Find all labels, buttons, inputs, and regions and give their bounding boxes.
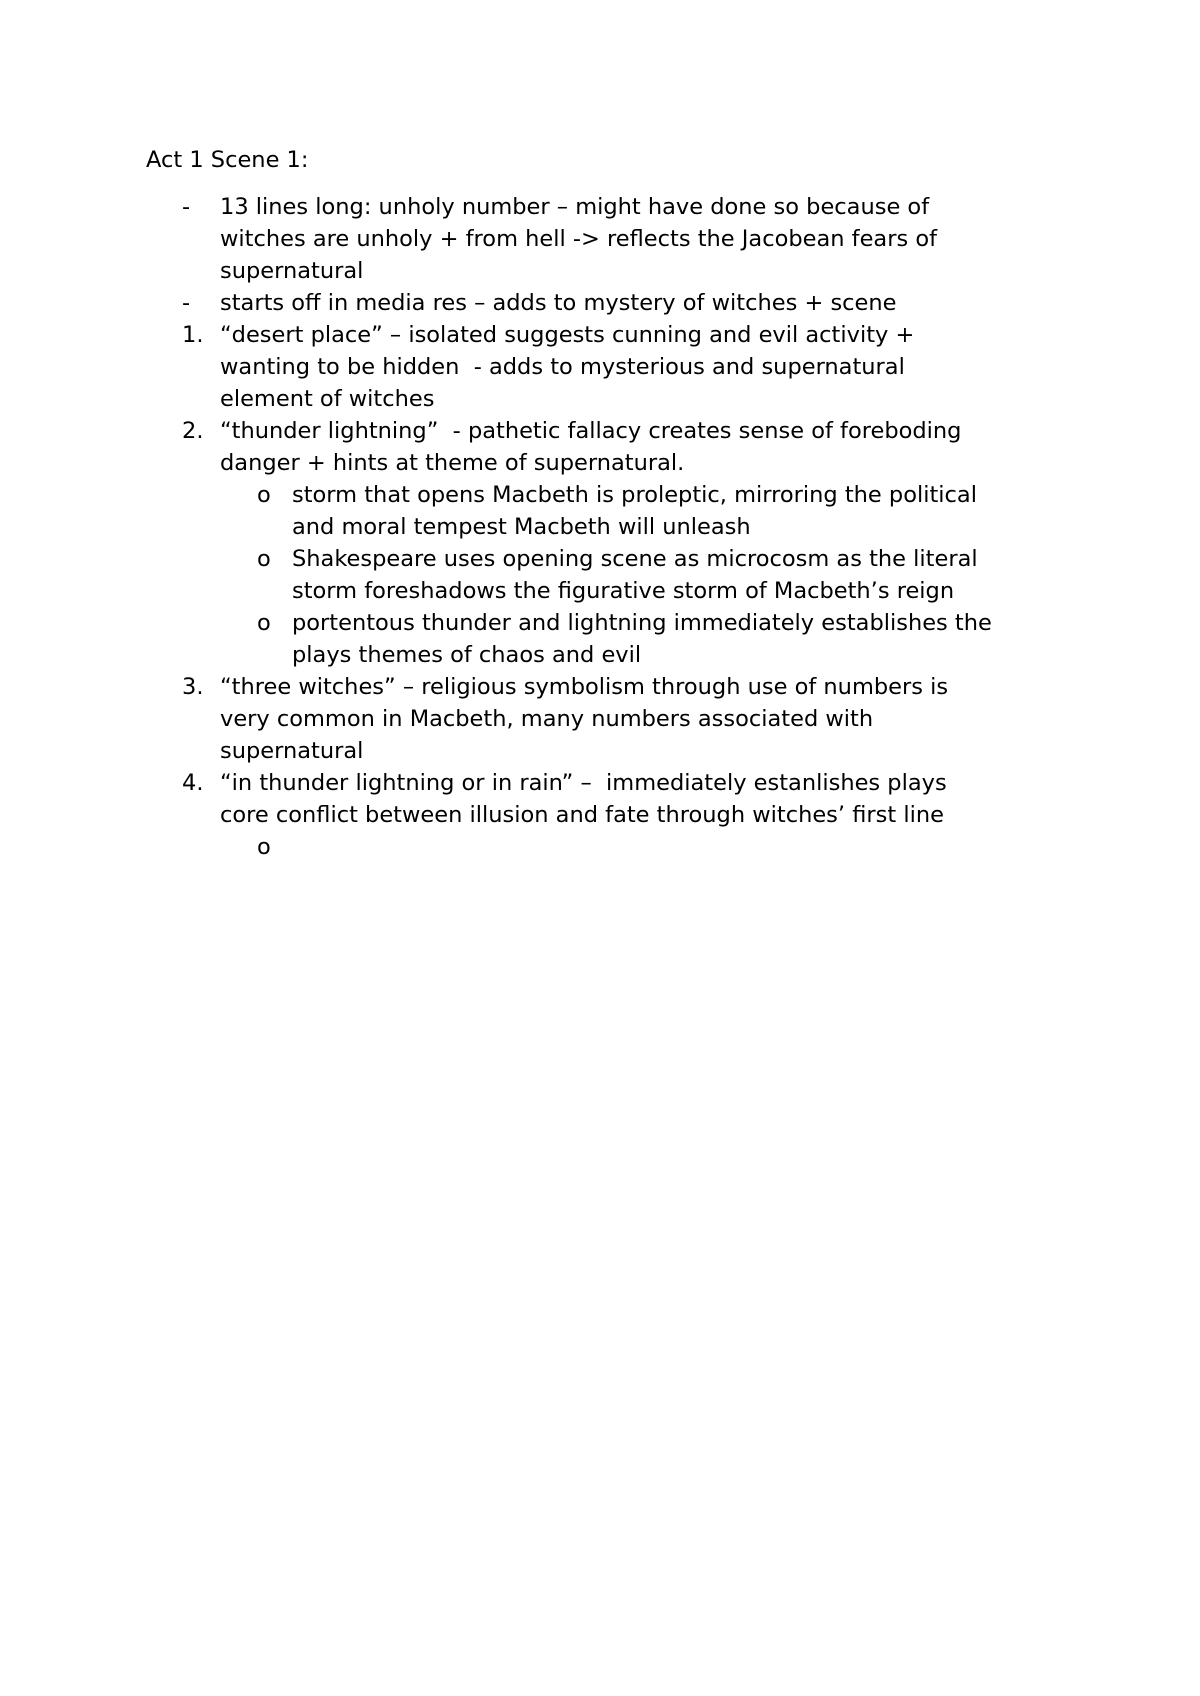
numbered-item (182, 767, 1046, 863)
sub-bullet-item-empty (257, 831, 1012, 863)
numbered-item (182, 319, 1046, 415)
circle-bullet-marker: o (257, 482, 271, 508)
number-marker: 4. (182, 770, 204, 796)
dash-bullet-list (146, 191, 1046, 319)
list-item-text: 13 lines long: unholy number – might have done so because of witches are unholy + from hell -> reflects the Jacobean fears of supernatural (220, 194, 945, 284)
dash-bullet-marker: - (182, 194, 191, 220)
numbered-item (182, 671, 1046, 767)
sub-bullet-text: portentous thunder and lightning immediately establishes the plays themes of chaos and evil (292, 610, 1000, 668)
numbered-item-content (220, 319, 1012, 415)
numbered-item-content (220, 767, 1012, 863)
list-item-text: starts off in media res – adds to mystery of witches + scene (220, 290, 897, 316)
numbered-item-content (220, 415, 1012, 671)
list-item (182, 191, 1046, 287)
numbered-item-content (220, 671, 1012, 767)
numbered-item-text: “three witches” – religious symbolism through use of numbers is very common in Macbeth, many numbers associated with supernatural (220, 674, 956, 764)
sub-bullet-item (257, 607, 1012, 671)
circle-bullet-sublist (257, 479, 1012, 671)
numbered-item (182, 415, 1046, 671)
page-title: Act 1 Scene 1: (146, 147, 309, 173)
document-page (146, 144, 1046, 863)
numbered-item-text: “in thunder lightning or in rain” – immediately estanlishes plays core conflict between illusion and fate through witches’ first line (220, 770, 954, 828)
list-item-content (220, 191, 1012, 287)
circle-bullet-sublist (257, 831, 1012, 863)
list-item-content (220, 287, 1012, 319)
numbered-item-text: “desert place” – isolated suggests cunning and evil activity + wanting to be hidden - adds to mysterious and supernatural element of witches (220, 322, 922, 412)
sub-bullet-item (257, 479, 1012, 543)
number-marker: 2. (182, 418, 204, 444)
numbered-item-text: “thunder lightning” - pathetic fallacy creates sense of foreboding danger + hints at theme of supernatural. (220, 418, 969, 476)
sub-bullet-item (257, 543, 1012, 607)
sub-bullet-text: Shakespeare uses opening scene as microcosm as the literal storm foreshadows the figurative storm of Macbeth’s reign (292, 546, 985, 604)
circle-bullet-marker: o (257, 610, 271, 636)
number-marker: 1. (182, 322, 204, 348)
dash-bullet-marker: - (182, 290, 191, 316)
numbered-list (146, 319, 1046, 863)
sub-bullet-text: storm that opens Macbeth is proleptic, mirroring the political and moral tempest Macbeth will unleash (292, 482, 985, 540)
list-item (182, 287, 1046, 319)
circle-bullet-marker: o (257, 834, 271, 860)
circle-bullet-marker: o (257, 546, 271, 572)
number-marker: 3. (182, 674, 204, 700)
